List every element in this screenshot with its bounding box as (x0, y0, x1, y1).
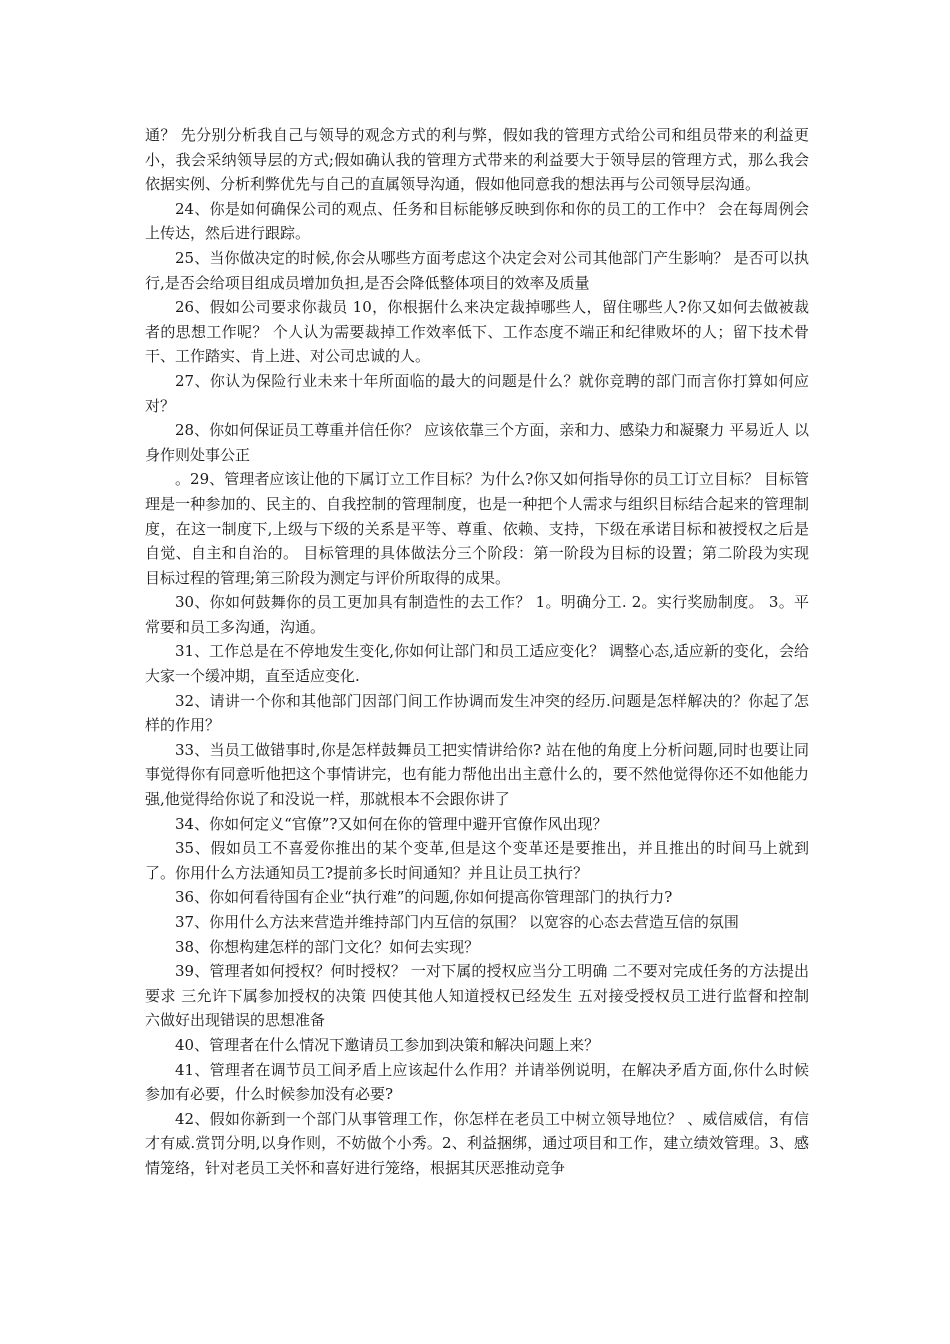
paragraph-26: 26、假如公司要求你裁员 10，你根据什么来决定裁掉哪些人，留住哪些人?你又如何去做被裁者的思想工作呢？ 个人认为需要裁掉工作效率低下、工作态度不端正和纪律败坏的人；留下技术骨干、工作踏实、肯上进、对公司忠诚的人。 (145, 298, 809, 366)
paragraph-35: 35、假如员工不喜爱你推出的某个变革,但是这个变革还是要推出，并且推出的时间马上就到了。你用什么方法通知员工?提前多长时间通知？并且让员工执行？ (145, 839, 809, 882)
paragraph-0: 通？ 先分别分析我自己与领导的观念方式的利与弊，假如我的管理方式给公司和组员带来的利益更小，我会采纳领导层的方式;假如确认我的管理方式带来的利益要大于领导层的管理方式，那么我会依据实例、分析利弊优先与自己的直属领导沟通，假如他同意我的想法再与公司领导层沟通。 (145, 126, 809, 194)
paragraph-41: 41、管理者在调节员工间矛盾上应该起什么作用？并请举例说明，在解决矛盾方面,你什么时候参加有必要，什么时候参加没有必要? (145, 1060, 809, 1104)
paragraph-28: 28、你如何保证员工尊重并信任你？ 应该依靠三个方面，亲和力、感染力和凝聚力 平易近人 以身作则处事公正 (145, 421, 809, 464)
document-page (145, 123, 809, 1181)
paragraph-27: 27、你认为保险行业未来十年所面临的最大的问题是什么？就你竞聘的部门而言你打算如何应对？ (145, 371, 809, 415)
paragraph-25: 25、当你做决定的时候,你会从哪些方面考虑这个决定会对公司其他部门产生影响？ 是否可以执行,是否会给项目组成员增加负担,是否会降低整体项目的效率及质量 (145, 248, 809, 292)
paragraph-36: 36、你如何看待国有企业“执行难”的问题,你如何提高你管理部门的执行力? (175, 888, 673, 907)
paragraph-33: 33、当员工做错事时,你是怎样鼓舞员工把实情讲给你? 站在他的角度上分析问题,同时也要让同事觉得你有同意听他把这个事情讲完，也有能力帮他出出主意什么的，要不然他觉得你还不如他能力强,他觉得给你说了和没说一样，那就根本不会跟你讲了 (145, 740, 809, 809)
paragraph-34: 34、你如何定义“官僚”?又如何在你的管理中避开官僚作风出现？ (175, 814, 608, 833)
paragraph-39: 39、管理者如何授权？何时授权？ 一对下属的授权应当分工明确 二不要对完成任务的方法提出要求 三允许下属参加授权的决策 四使其他人知道授权已经发生 五对接受授权员工进行监督和控制 六做好出现错误的思想准备 (145, 962, 809, 1030)
paragraph-31: 31、工作总是在不停地发生变化,你如何让部门和员工适应变化？ 调整心态,适应新的变化，会给大家一个缓冲期，直至适应变化. (145, 642, 809, 686)
paragraph-24: 24、你是如何确保公司的观点、任务和目标能够反映到你和你的员工的工作中？ 会在每周例会上传达，然后进行跟踪。 (145, 199, 809, 243)
paragraph-32: 32、请讲一个你和其他部门因部门间工作协调而发生冲突的经历.问题是怎样解决的？你起了怎样的作用？ (145, 691, 809, 735)
paragraph-30: 30、你如何鼓舞你的员工更加具有制造性的去工作？ 1。明确分工. 2。实行奖励制度。 3。平常要和员工多沟通，沟通。 (145, 593, 809, 636)
paragraph-38: 38、你想构建怎样的部门文化？如何去实现？ (175, 937, 480, 956)
paragraph-37: 37、你用什么方法来营造并维持部门内互信的氛围？ 以宽容的心态去营造互信的氛围 (175, 913, 739, 931)
paragraph-29: 。29、管理者应该让他的下属订立工作目标？为什么?你又如何指导你的员工订立目标？ 目标管理是一种参加的、民主的、自我控制的管理制度，也是一种把个人需求与组织目标结合起来的管理制度，在这一制度下,上级与下级的关系是平等、尊重、依赖、支持，下级在承诺目标和被授权之后是自觉、自主和自治的。 目标管理的具体做法分三个阶段：第一阶段为目标的设置；第二阶段为实现目标过程的管理;第三阶段为测定与评价所取得的成果。 (145, 470, 809, 587)
paragraph-42: 42、假如你新到一个部门从事管理工作，你怎样在老员工中树立领导地位？ 、威信威信，有信才有威.赏罚分明,以身作则，不妨做个小秀。2、利益捆绑，通过项目和工作，建立绩效管理。3、感情笼络，针对老员工关怀和喜好进行笼络，根据其厌恶推动竞争 (145, 1109, 809, 1177)
paragraph-40: 40、管理者在什么情况下邀请员工参加到决策和解决问题上来？ (175, 1035, 600, 1054)
